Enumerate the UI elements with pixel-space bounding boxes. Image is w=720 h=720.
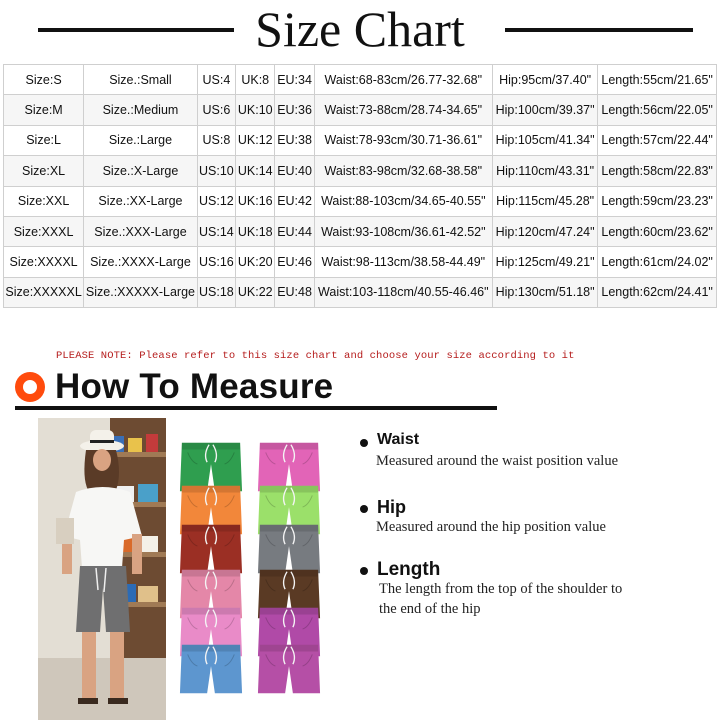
page-title: Size Chart: [255, 1, 465, 57]
table-row: [4, 186, 717, 216]
table-row: [4, 65, 717, 95]
eu-size-cell: EU:40: [275, 156, 314, 186]
waist-cell: Waist:83-98cm/32.68-38.58": [314, 156, 492, 186]
uk-size-cell: UK:20: [236, 247, 275, 277]
waist-cell: Waist:68-83cm/26.77-32.68": [314, 65, 492, 95]
length-cell: Length:58cm/22.83": [598, 156, 717, 186]
bullet-dot-icon: [360, 505, 368, 513]
waist-cell: Waist:93-108cm/36.61-42.52": [314, 216, 492, 246]
us-size-cell: US:12: [197, 186, 235, 216]
uk-size-cell: UK:16: [236, 186, 275, 216]
eu-size-cell: EU:48: [275, 277, 314, 307]
size-chart-header: [0, 0, 720, 62]
length-cell: Length:62cm/24.41": [598, 277, 717, 307]
measure-label-length: Length: [377, 559, 441, 580]
waist-cell: Waist:88-103cm/34.65-40.55": [314, 186, 492, 216]
eu-size-cell: EU:42: [275, 186, 314, 216]
size-name-cell: Size.:XXXXX-Large: [84, 277, 198, 307]
table-row: [4, 156, 717, 186]
eu-size-cell: EU:34: [275, 65, 314, 95]
hip-cell: Hip:120cm/47.24": [492, 216, 597, 246]
eu-size-cell: EU:44: [275, 216, 314, 246]
table-row: [4, 216, 717, 246]
eu-size-cell: EU:36: [275, 95, 314, 125]
size-name-cell: Size.:XX-Large: [84, 186, 198, 216]
how-to-measure-title: How To Measure: [55, 367, 334, 406]
hip-cell: Hip:105cm/41.34": [492, 125, 597, 155]
us-size-cell: US:10: [197, 156, 235, 186]
length-cell: Length:57cm/22.44": [598, 125, 717, 155]
measure-label-hip: Hip: [377, 497, 406, 517]
size-cell: Size:XXXXL: [4, 247, 84, 277]
size-name-cell: Size.:XXXX-Large: [84, 247, 198, 277]
size-name-cell: Size.:Large: [84, 125, 198, 155]
hip-cell: Hip:95cm/37.40": [492, 65, 597, 95]
title-rule-right: [505, 28, 693, 32]
bullet-dot-icon: [360, 567, 368, 575]
waist-cell: Waist:103-118cm/40.55-46.46": [314, 277, 492, 307]
waist-cell: Waist:98-113cm/38.58-44.49": [314, 247, 492, 277]
uk-size-cell: UK:10: [236, 95, 275, 125]
uk-size-cell: UK:12: [236, 125, 275, 155]
length-cell: Length:56cm/22.05": [598, 95, 717, 125]
shorts-swatch: [178, 640, 244, 698]
length-cell: Length:55cm/21.65": [598, 65, 717, 95]
hip-cell: Hip:130cm/51.18": [492, 277, 597, 307]
us-size-cell: US:16: [197, 247, 235, 277]
length-cell: Length:61cm/24.02": [598, 247, 717, 277]
size-cell: Size:XXXL: [4, 216, 84, 246]
hip-cell: Hip:110cm/43.31": [492, 156, 597, 186]
hip-cell: Hip:100cm/39.37": [492, 95, 597, 125]
size-table: [3, 64, 717, 308]
size-cell: Size:XL: [4, 156, 84, 186]
measure-label-waist: Waist: [377, 431, 420, 448]
size-name-cell: Size.:Medium: [84, 95, 198, 125]
waist-cell: Waist:78-93cm/30.71-36.61": [314, 125, 492, 155]
measure-desc-length: The length from the top of the shoulder to: [379, 581, 623, 597]
measure-desc-hip: Measured around the hip position value: [376, 519, 606, 535]
bullet-dot-icon: [360, 439, 368, 447]
measure-desc-waist: Measured around the waist position value: [376, 453, 619, 469]
size-cell: Size:XXXXXL: [4, 277, 84, 307]
table-row: [4, 247, 717, 277]
table-row: [4, 277, 717, 307]
measure-desc-length: the end of the hip: [379, 601, 481, 617]
table-row: [4, 95, 717, 125]
size-cell: Size:XXL: [4, 186, 84, 216]
us-size-cell: US:14: [197, 216, 235, 246]
size-notice: PLEASE NOTE: Please refer to this size chart and choose your size according to it: [56, 350, 575, 362]
uk-size-cell: UK:8: [236, 65, 275, 95]
waist-cell: Waist:73-88cm/28.74-34.65": [314, 95, 492, 125]
circle-bullet-icon: [15, 372, 45, 402]
length-cell: Length:59cm/23.23": [598, 186, 717, 216]
uk-size-cell: UK:18: [236, 216, 275, 246]
size-name-cell: Size.:XXX-Large: [84, 216, 198, 246]
model-illustration: [38, 418, 166, 720]
us-size-cell: US:18: [197, 277, 235, 307]
size-cell: Size:S: [4, 65, 84, 95]
eu-size-cell: EU:46: [275, 247, 314, 277]
heading-underline: [15, 406, 497, 410]
us-size-cell: US:6: [197, 95, 235, 125]
length-cell: Length:60cm/23.62": [598, 216, 717, 246]
size-cell: Size:M: [4, 95, 84, 125]
size-cell: Size:L: [4, 125, 84, 155]
uk-size-cell: UK:22: [236, 277, 275, 307]
hip-cell: Hip:125cm/49.21": [492, 247, 597, 277]
size-name-cell: Size.:Small: [84, 65, 198, 95]
us-size-cell: US:8: [197, 125, 235, 155]
hip-cell: Hip:115cm/45.28": [492, 186, 597, 216]
size-name-cell: Size.:X-Large: [84, 156, 198, 186]
uk-size-cell: UK:14: [236, 156, 275, 186]
table-row: [4, 125, 717, 155]
shorts-swatch: [256, 640, 322, 698]
eu-size-cell: EU:38: [275, 125, 314, 155]
model-photo: [38, 418, 166, 720]
us-size-cell: US:4: [197, 65, 235, 95]
